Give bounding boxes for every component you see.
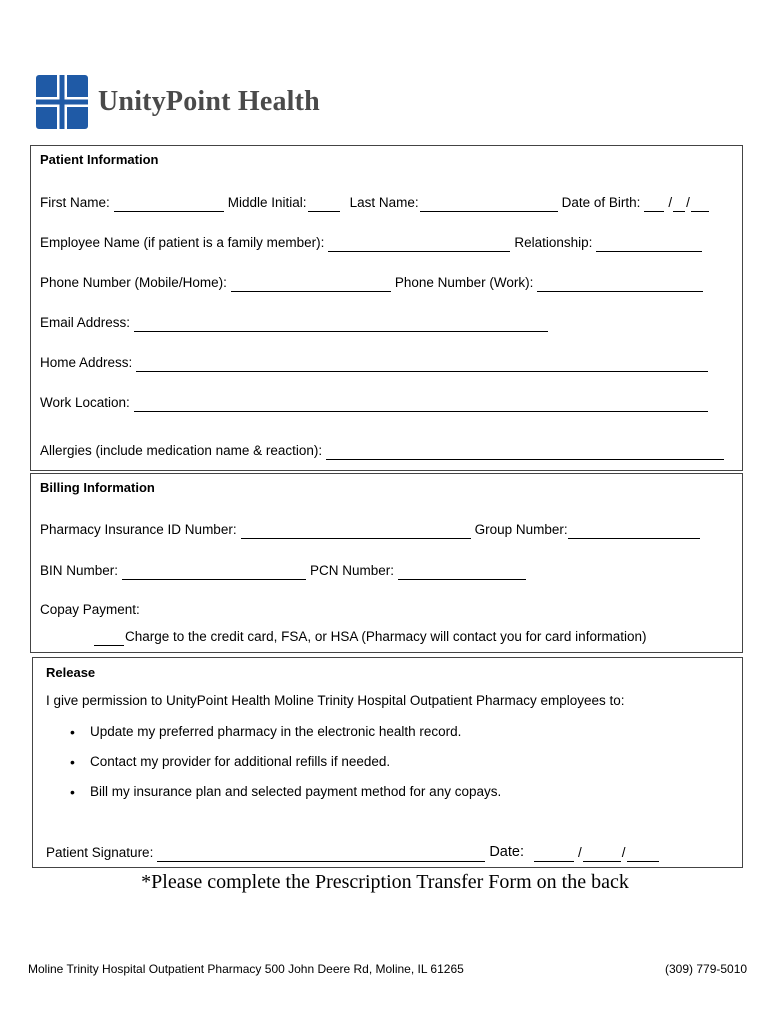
work-location-field[interactable] <box>134 410 708 412</box>
bin-pcn-row <box>40 563 530 578</box>
dob-separator: / <box>686 195 690 210</box>
phone-work-field[interactable] <box>537 290 703 292</box>
copay-option-label: Charge to the credit card, FSA, or HSA (Pharmacy will contact you for card information) <box>125 629 647 644</box>
work-location-row <box>40 395 712 410</box>
home-address-row <box>40 355 712 370</box>
date-label: Date: <box>489 844 524 860</box>
list-item: • Contact my provider for additional refills if needed. <box>70 750 501 780</box>
release-section-title: Release <box>46 665 96 680</box>
release-intro <box>46 693 625 708</box>
date-separator: / <box>621 845 626 860</box>
employee-row <box>40 235 706 250</box>
email-label: Email Address: <box>40 315 131 330</box>
copay-option-row <box>94 629 646 644</box>
pcn-field[interactable] <box>398 578 526 580</box>
email-row <box>40 315 552 330</box>
dob-label: Date of Birth: <box>561 195 641 210</box>
cross-logo-icon <box>36 75 88 129</box>
copay-row <box>40 602 140 617</box>
pcn-label: PCN Number: <box>310 563 395 578</box>
phone-mobile-field[interactable] <box>231 290 391 292</box>
first-name-field[interactable] <box>114 210 224 212</box>
patient-information-section <box>30 145 743 471</box>
footer-phone: (309) 779-5010 <box>665 962 748 976</box>
insurance-id-field[interactable] <box>241 537 471 539</box>
allergies-label: Allergies (include medication name & reaction): <box>40 443 323 458</box>
signature-field[interactable] <box>157 860 485 862</box>
middle-initial-label: Middle Initial: <box>227 195 307 210</box>
date-separator: / <box>578 845 582 860</box>
release-intro-text: I give permission to UnityPoint Health Moline Trinity Hospital Outpatient Pharmacy employees to: <box>46 693 625 708</box>
relationship-label: Relationship: <box>514 235 593 250</box>
date-year-field[interactable] <box>627 860 659 862</box>
phone-work-label: Phone Number (Work): <box>394 275 534 290</box>
brand-name: UnityPoint Health <box>98 86 320 117</box>
insurance-id-label: Pharmacy Insurance ID Number: <box>40 522 237 537</box>
dob-year-field[interactable] <box>691 210 709 212</box>
list-item: • Update my preferred pharmacy in the electronic health record. <box>70 720 501 750</box>
home-address-label: Home Address: <box>40 355 133 370</box>
email-field[interactable] <box>134 330 548 332</box>
dob-separator: / <box>668 195 673 210</box>
insurance-row <box>40 522 704 537</box>
first-name-label: First Name: <box>40 195 110 210</box>
allergies-row <box>40 443 728 458</box>
phone-row <box>40 275 707 290</box>
signature-row <box>46 844 660 860</box>
name-row <box>40 195 710 210</box>
bin-label: BIN Number: <box>40 563 119 578</box>
home-address-field[interactable] <box>136 370 708 372</box>
relationship-field[interactable] <box>596 250 702 252</box>
back-page-note: *Please complete the Prescription Transfer Form on the back <box>141 871 629 893</box>
group-number-label: Group Number: <box>474 522 568 537</box>
dob-month-field[interactable] <box>644 210 664 212</box>
employee-name-field[interactable] <box>328 250 510 252</box>
copay-option-checkbox[interactable] <box>94 644 124 646</box>
group-number-field[interactable] <box>568 537 700 539</box>
allergies-field[interactable] <box>326 458 724 460</box>
dob-day-field[interactable] <box>673 210 685 212</box>
last-name-label: Last Name: <box>349 195 419 210</box>
list-item: • Bill my insurance plan and selected payment method for any copays. <box>70 780 501 810</box>
patient-section-title: Patient Information <box>40 152 159 167</box>
work-location-label: Work Location: <box>40 395 130 410</box>
date-month-field[interactable] <box>534 860 574 862</box>
release-permission-list <box>70 720 501 810</box>
bin-field[interactable] <box>122 578 306 580</box>
footer-address: Moline Trinity Hospital Outpatient Pharmacy 500 John Deere Rd, Moline, IL 61265 <box>28 962 464 976</box>
middle-initial-field[interactable] <box>308 210 340 212</box>
phone-mobile-label: Phone Number (Mobile/Home): <box>40 275 227 290</box>
copay-label: Copay Payment: <box>40 602 140 617</box>
date-day-field[interactable] <box>583 860 621 862</box>
brand-logo <box>36 74 320 130</box>
billing-section-title: Billing Information <box>40 480 155 495</box>
employee-name-label: Employee Name (if patient is a family member): <box>40 235 325 250</box>
last-name-field[interactable] <box>420 210 558 212</box>
signature-label: Patient Signature: <box>46 845 154 860</box>
